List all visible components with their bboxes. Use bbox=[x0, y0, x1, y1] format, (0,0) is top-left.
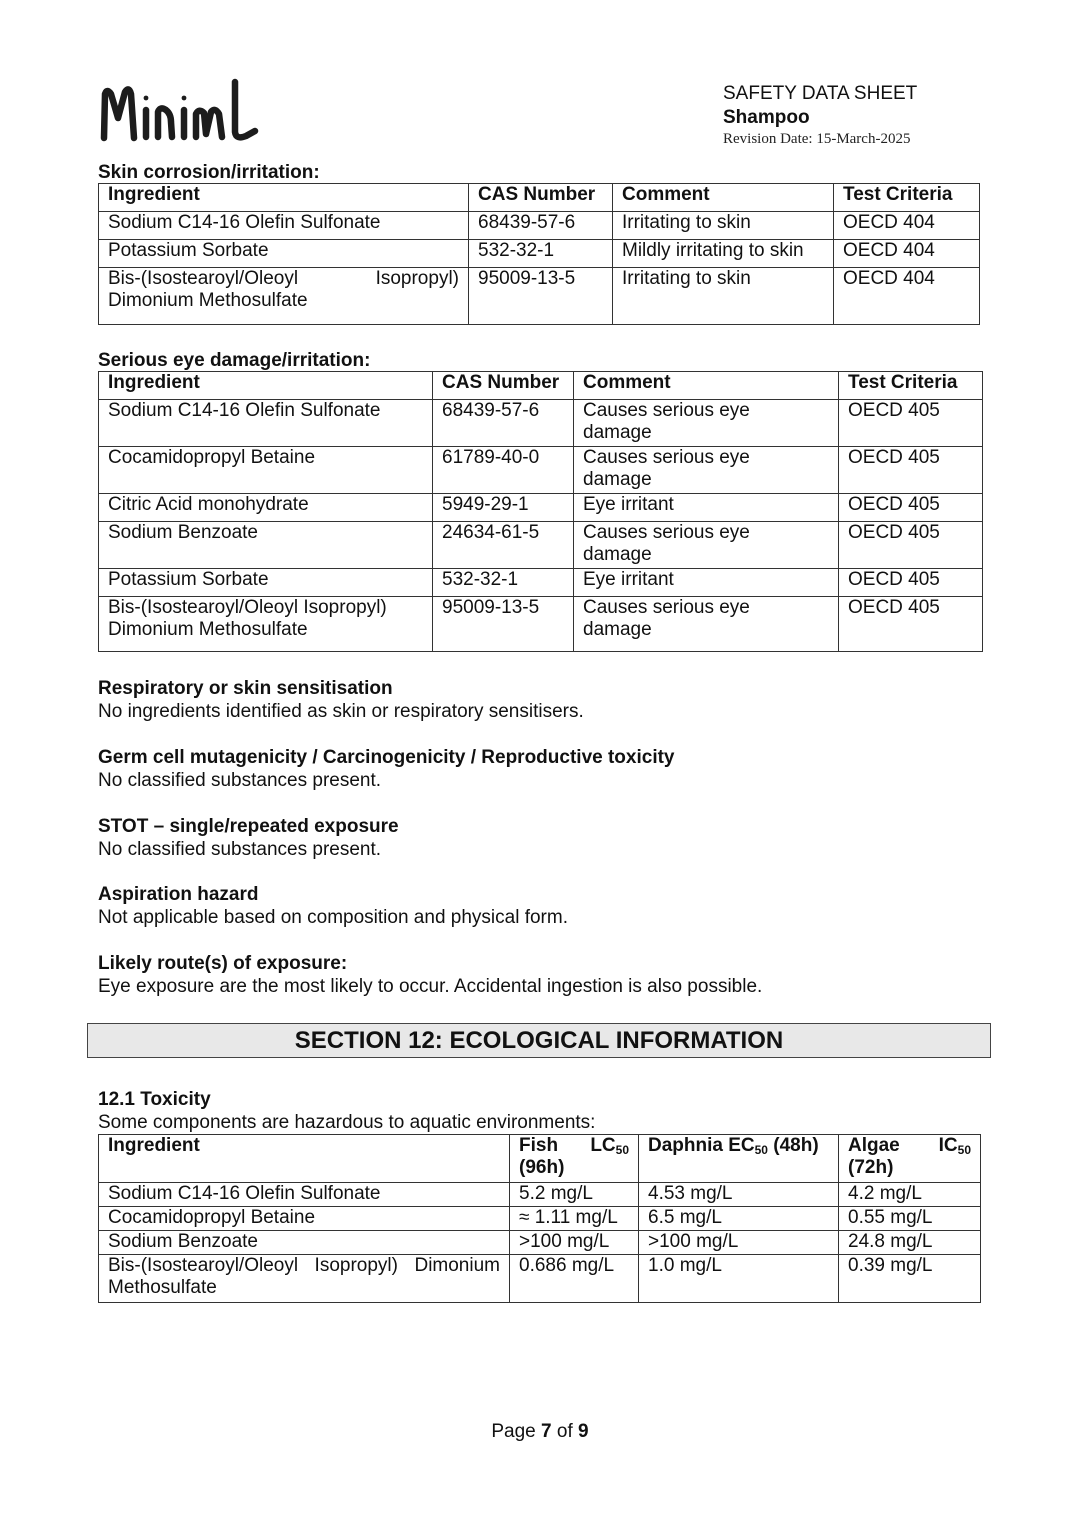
table-header-row bbox=[99, 372, 983, 400]
cell-fish: >100 mg/L bbox=[510, 1231, 639, 1255]
toxicity-section bbox=[98, 1088, 595, 1134]
of-word: of bbox=[556, 1421, 573, 1442]
algae-ic-label bbox=[939, 1135, 971, 1157]
cell-cas: 68439-57-6 bbox=[433, 400, 574, 447]
section-text: No classified substances present. bbox=[98, 770, 382, 791]
col-algae bbox=[839, 1135, 981, 1183]
cell-daphnia: 4.53 mg/L bbox=[639, 1183, 839, 1207]
ic-subscript: 50 bbox=[957, 1143, 971, 1157]
cell-comment: Eye irritant bbox=[574, 494, 839, 522]
skin-section bbox=[98, 161, 320, 184]
cell-cas: 24634-61-5 bbox=[433, 522, 574, 569]
table-row bbox=[99, 1255, 981, 1303]
section-text: No classified substances present. bbox=[98, 839, 382, 860]
cell-cas: 532-32-1 bbox=[469, 240, 613, 268]
cell-ingredient: Potassium Sorbate bbox=[99, 569, 433, 597]
section-heading: Germ cell mutagenicity / Carcinogenicity / Reproductive toxicity bbox=[98, 747, 675, 768]
page-current: 7 bbox=[541, 1421, 552, 1442]
cell-comment: Causes serious eye damage bbox=[574, 400, 839, 447]
lc-text: LC bbox=[590, 1135, 616, 1156]
cell-ingredient: Bis-(Isostearoyl/Oleoyl Isopropyl) Dimonium Methosulfate bbox=[99, 597, 433, 652]
cell-comment: Eye irritant bbox=[574, 569, 839, 597]
stot-section bbox=[98, 815, 399, 861]
cell-test: OECD 405 bbox=[839, 522, 983, 569]
algae-duration: (72h) bbox=[848, 1157, 894, 1178]
mutagenicity-section bbox=[98, 746, 675, 792]
page-footer bbox=[0, 1421, 1080, 1443]
cell-cas: 68439-57-6 bbox=[469, 212, 613, 240]
ic-text: IC bbox=[938, 1135, 958, 1156]
table-row bbox=[99, 494, 983, 522]
toxicity-table bbox=[98, 1134, 981, 1303]
cell-cas: 95009-13-5 bbox=[469, 268, 613, 325]
section-heading: Aspiration hazard bbox=[98, 884, 259, 905]
table-row bbox=[99, 400, 983, 447]
sensitisation-section bbox=[98, 677, 584, 723]
col-cas: CAS Number bbox=[433, 372, 574, 400]
table-row bbox=[99, 569, 983, 597]
cell-algae: 0.55 mg/L bbox=[839, 1207, 981, 1231]
cell-ingredient: Cocamidopropyl Betaine bbox=[99, 447, 433, 494]
table-row bbox=[99, 240, 980, 268]
section-heading: Respiratory or skin sensitisation bbox=[98, 678, 393, 699]
algae-header-line bbox=[848, 1135, 971, 1157]
ingredient-line-2: Dimonium Methosulfate bbox=[108, 290, 308, 311]
cell-algae: 4.2 mg/L bbox=[839, 1183, 981, 1207]
cell-fish: 0.686 mg/L bbox=[510, 1255, 639, 1303]
cell-cas: 61789-40-0 bbox=[433, 447, 574, 494]
fish-lc-label bbox=[590, 1135, 629, 1157]
cell-ingredient: Sodium C14-16 Olefin Sulfonate bbox=[99, 1183, 510, 1207]
col-comment: Comment bbox=[574, 372, 839, 400]
col-test: Test Criteria bbox=[834, 184, 980, 212]
table-row bbox=[99, 1183, 981, 1207]
table-row bbox=[99, 522, 983, 569]
daphnia-duration: (48h) bbox=[767, 1135, 819, 1156]
col-ingredient: Ingredient bbox=[99, 372, 433, 400]
cell-ingredient: Cocamidopropyl Betaine bbox=[99, 1207, 510, 1231]
exposure-section bbox=[98, 952, 762, 998]
cell-comment: Causes serious eye damage bbox=[574, 447, 839, 494]
col-cas: CAS Number bbox=[469, 184, 613, 212]
cell-cas: 532-32-1 bbox=[433, 569, 574, 597]
col-test: Test Criteria bbox=[839, 372, 983, 400]
col-fish bbox=[510, 1135, 639, 1183]
document-header bbox=[723, 82, 1043, 149]
cell-ingredient: Sodium Benzoate bbox=[99, 1231, 510, 1255]
cell-algae: 24.8 mg/L bbox=[839, 1231, 981, 1255]
col-ingredient: Ingredient bbox=[99, 184, 469, 212]
eye-table bbox=[98, 371, 983, 652]
table-row bbox=[99, 268, 980, 325]
aspiration-section bbox=[98, 883, 568, 929]
cell-ingredient: Sodium C14-16 Olefin Sulfonate bbox=[99, 400, 433, 447]
cell-test: OECD 405 bbox=[839, 400, 983, 447]
fish-duration: (96h) bbox=[519, 1157, 565, 1178]
cell-test: OECD 404 bbox=[834, 240, 980, 268]
cell-comment: Irritating to skin bbox=[613, 268, 834, 325]
cell-fish: 5.2 mg/L bbox=[510, 1183, 639, 1207]
eye-section bbox=[98, 349, 370, 372]
eye-heading: Serious eye damage/irritation: bbox=[98, 350, 371, 371]
cell-comment: Causes serious eye damage bbox=[574, 597, 839, 652]
section-text: Not applicable based on composition and physical form. bbox=[98, 907, 568, 928]
fish-label: Fish bbox=[519, 1135, 559, 1156]
fish-header-line bbox=[519, 1135, 629, 1157]
cell-daphnia: 6.5 mg/L bbox=[639, 1207, 839, 1231]
cell-ingredient: Bis-(Isostearoyl/Oleoyl Isopropyl) Dimonium Methosulfate bbox=[99, 1255, 510, 1303]
section-text: No ingredients identified as skin or respiratory sensitisers. bbox=[98, 701, 584, 722]
table-header-row bbox=[99, 184, 980, 212]
cell-ingredient: Sodium Benzoate bbox=[99, 522, 433, 569]
section-heading: Likely route(s) of exposure: bbox=[98, 953, 348, 974]
cell-comment: Causes serious eye damage bbox=[574, 522, 839, 569]
cell-comment: Irritating to skin bbox=[613, 212, 834, 240]
daphnia-label: Daphnia EC bbox=[648, 1135, 755, 1156]
cell-fish: ≈ 1.11 mg/L bbox=[510, 1207, 639, 1231]
cell-daphnia: 1.0 mg/L bbox=[639, 1255, 839, 1303]
table-row bbox=[99, 1231, 981, 1255]
page-word: Page bbox=[491, 1421, 536, 1442]
cell-test: OECD 404 bbox=[834, 268, 980, 325]
cell-cas: 5949-29-1 bbox=[433, 494, 574, 522]
cell-comment: Mildly irritating to skin bbox=[613, 240, 834, 268]
cell-cas: 95009-13-5 bbox=[433, 597, 574, 652]
section-text: Eye exposure are the most likely to occur. Accidental ingestion is also possible. bbox=[98, 976, 763, 997]
section-heading: STOT – single/repeated exposure bbox=[98, 816, 399, 837]
col-comment: Comment bbox=[613, 184, 834, 212]
col-daphnia bbox=[639, 1135, 839, 1183]
toxicity-heading: 12.1 Toxicity bbox=[98, 1089, 211, 1110]
table-row bbox=[99, 212, 980, 240]
skin-table bbox=[98, 183, 980, 325]
lc-subscript: 50 bbox=[615, 1143, 629, 1157]
col-ingredient: Ingredient bbox=[99, 1135, 510, 1183]
cell-test: OECD 405 bbox=[839, 447, 983, 494]
table-row bbox=[99, 1207, 981, 1231]
cell-ingredient: Potassium Sorbate bbox=[99, 240, 469, 268]
cell-test: OECD 405 bbox=[839, 569, 983, 597]
table-row bbox=[99, 447, 983, 494]
ingredient-line-1: Bis-(Isostearoyl/Oleoyl Isopropyl) bbox=[108, 268, 459, 289]
section-12-banner: SECTION 12: ECOLOGICAL INFORMATION bbox=[87, 1023, 991, 1058]
page-total: 9 bbox=[578, 1421, 589, 1442]
cell-test: OECD 405 bbox=[839, 597, 983, 652]
cell-test: OECD 404 bbox=[834, 212, 980, 240]
product-name: Shampoo bbox=[723, 107, 810, 128]
toxicity-intro: Some components are hazardous to aquatic environments: bbox=[98, 1112, 596, 1133]
miniml-logo bbox=[98, 76, 268, 148]
cell-ingredient bbox=[99, 268, 469, 325]
cell-daphnia: >100 mg/L bbox=[639, 1231, 839, 1255]
revision-date: Revision Date: 15-March-2025 bbox=[723, 131, 911, 147]
cell-ingredient: Sodium C14-16 Olefin Sulfonate bbox=[99, 212, 469, 240]
cell-test: OECD 405 bbox=[839, 494, 983, 522]
skin-heading: Skin corrosion/irritation: bbox=[98, 162, 320, 183]
table-header-row bbox=[99, 1135, 981, 1183]
table-row bbox=[99, 597, 983, 652]
document-type: SAFETY DATA SHEET bbox=[723, 83, 918, 104]
ec-subscript: 50 bbox=[754, 1143, 768, 1157]
algae-label: Algae bbox=[848, 1135, 900, 1156]
cell-ingredient: Citric Acid monohydrate bbox=[99, 494, 433, 522]
cell-algae: 0.39 mg/L bbox=[839, 1255, 981, 1303]
